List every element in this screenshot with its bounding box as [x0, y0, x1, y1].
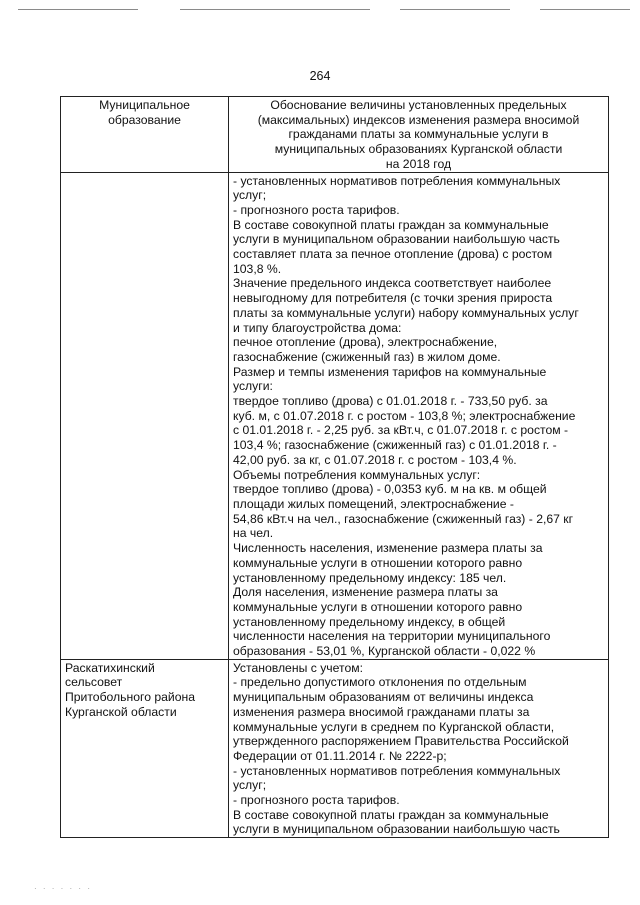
table-row — [61, 172, 609, 659]
municipality-line: сельсовет — [65, 675, 123, 690]
header-line: гражданами платы за коммунальные услуги в — [288, 127, 549, 142]
table-header-row — [61, 97, 609, 173]
justification-line: численности населения на территории муниципального — [233, 629, 551, 644]
justification-cell — [229, 659, 609, 837]
scan-artifact-line — [540, 9, 630, 10]
justification-line: платы за коммунальные услуги) набору коммунальных услуг — [233, 305, 579, 320]
table-row — [61, 659, 609, 837]
justification-line: услуги в муниципальном образовании наибольшую часть — [233, 232, 560, 247]
justification-cell — [229, 172, 609, 659]
justification-line: муниципальным образованиям от величины индекса — [233, 690, 534, 705]
justification-line: Объемы потребления коммунальных услуг: — [233, 467, 481, 482]
justification-line: и типу благоустройства дома: — [233, 320, 402, 335]
municipality-line: Притобольного района — [65, 690, 196, 705]
justification-line: площади жилых помещений, электроснабжение - — [233, 496, 514, 511]
justification-line: 103,4 %; газоснабжение (сжиженный газ) с 01.01.2018 г. - — [233, 438, 557, 453]
justification-line: услуг; — [233, 778, 267, 793]
justification-line: услуги: — [233, 379, 273, 394]
tariff-justification-table — [60, 96, 609, 838]
page-number: 264 — [309, 69, 331, 83]
justification-line: изменения размера вносимой гражданами платы за — [233, 704, 530, 719]
justification-line: услуг; — [233, 188, 267, 203]
justification-line: образования - 53,01 %, Курганской области - 0,022 % — [233, 644, 536, 659]
municipality-line: Раскатихинский — [65, 660, 155, 675]
municipality-cell — [61, 172, 229, 659]
justification-line: на чел. — [233, 526, 274, 541]
justification-line: 103,8 %. — [233, 261, 282, 276]
justification-line: 42,00 руб. за кг, с 01.07.2018 г. с ростом - 103,4 %. — [233, 452, 517, 467]
justification-line: твердое топливо (дрова) - 0,0353 куб. м на кв. м общей — [233, 482, 547, 497]
header-justification — [229, 97, 609, 173]
justification-line: 54,86 кВт.ч на чел., газоснабжение (сжиженный газ) - 2,67 кг — [233, 511, 574, 526]
scan-artifact-line — [18, 9, 138, 10]
justification-line: - установленных нормативов потребления коммунальных — [233, 173, 561, 188]
justification-line: Установлены с учетом: — [233, 660, 363, 675]
scan-artifact-line — [180, 9, 370, 10]
header-line: (максимальных) индексов изменения размера вносимой — [257, 112, 580, 127]
justification-line: Федерации от 01.11.2014 г. № 2222-р; — [233, 748, 447, 763]
justification-line: коммунальные услуги в отношении которого равно — [233, 555, 523, 570]
justification-line: с 01.01.2018 г. - 2,25 руб. за кВт.ч, с 01.07.2018 г. с ростом - — [233, 423, 569, 438]
scan-artifact-line — [400, 9, 510, 10]
header-line: образование — [108, 112, 181, 127]
justification-line: установленному предельному индексу, в общей — [233, 614, 506, 629]
justification-line: твердое топливо (дрова) с 01.01.2018 г. - 733,50 руб. за — [233, 394, 548, 409]
justification-line: В составе совокупной платы граждан за коммунальные — [233, 807, 549, 822]
header-line: Обоснование величины установленных предельных — [270, 98, 567, 112]
municipality-line: Курганской области — [65, 704, 177, 719]
justification-line: - прогнозного роста тарифов. — [233, 202, 400, 217]
justification-line: куб. м, с 01.07.2018 г. с ростом - 103,8 %; электроснабжение — [233, 408, 576, 423]
justification-line: Численность населения, изменение размера платы за — [233, 541, 543, 556]
justification-line: Доля населения, изменение размера платы за — [233, 585, 498, 600]
justification-line: утвержденного распоряжением Правительства Российской — [233, 734, 569, 749]
justification-line: невыгодному для потребителя (с точки зрения прироста — [233, 291, 553, 306]
justification-line: В составе совокупной платы граждан за коммунальные — [233, 217, 549, 232]
justification-line: коммунальные услуги в среднем по Курганской области, — [233, 719, 555, 734]
justification-line: коммунальные услуги в отношении которого равно — [233, 599, 523, 614]
justification-line: газоснабжение (сжиженный газ) в жилом доме. — [233, 349, 501, 364]
justification-line: печное отопление (дрова), электроснабжение, — [233, 335, 498, 350]
scan-marks: · · · · · · · — [34, 884, 92, 893]
header-line: на 2018 год — [385, 156, 452, 171]
header-line: муниципальных образованиях Курганской области — [274, 142, 563, 157]
justification-line: Размер и темпы изменения тарифов на коммунальные — [233, 364, 547, 379]
justification-line: составляет плата за печное отопление (дрова) с ростом — [233, 247, 553, 262]
header-municipality — [61, 97, 229, 173]
justification-line: услуги в муниципальном образовании наибольшую часть — [233, 822, 560, 837]
justification-line: - прогнозного роста тарифов. — [233, 793, 400, 808]
justification-line: - установленных нормативов потребления коммунальных — [233, 763, 561, 778]
justification-line: установленному предельному индексу: 185 чел. — [233, 570, 507, 585]
header-line: Муниципальное — [99, 98, 190, 112]
bottom-rule — [40, 870, 600, 871]
justification-line: - предельно допустимого отклонения по отдельным — [233, 675, 527, 690]
municipality-cell — [61, 659, 229, 837]
justification-line: Значение предельного индекса соответствует наиболее — [233, 276, 552, 291]
